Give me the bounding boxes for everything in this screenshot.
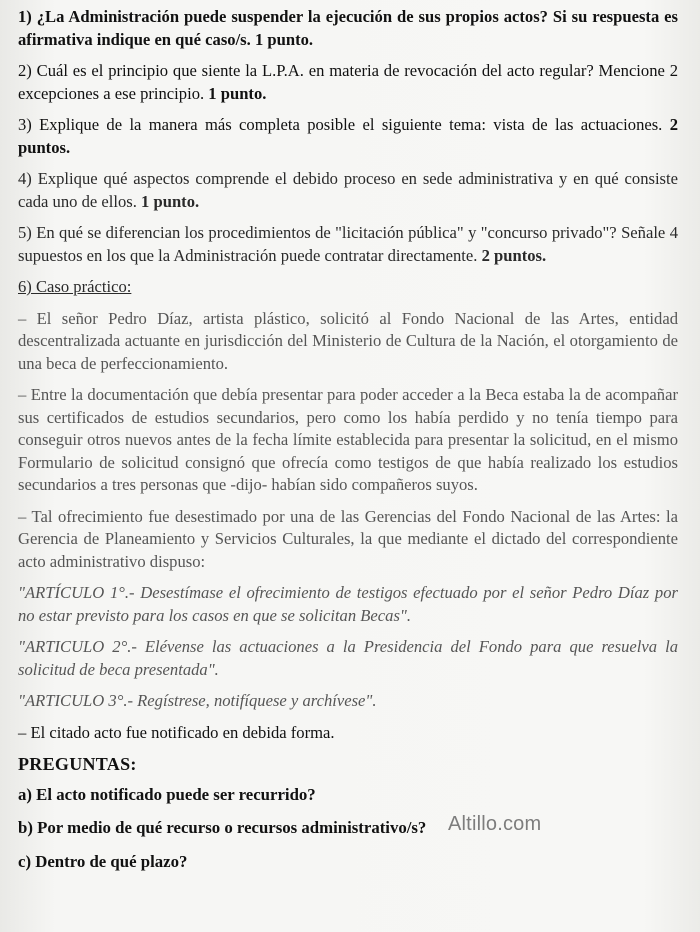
question-5-points: 2 puntos. [481, 245, 547, 265]
article-3: "ARTICULO 3°.- Regístrese, notifíquese y archívese". [18, 691, 377, 710]
question-5-text: 5) En qué se diferencian los procedimientos de "licitación pública" y "concurso privado"? Señale 4 supuestos en los que la Administración puede contratar directamente. [18, 223, 678, 265]
question-2-points: 1 punto. [208, 83, 267, 103]
watermark: Altillo.com [448, 813, 542, 835]
case-notified: – El citado acto fue notificado en debida forma. [18, 722, 335, 742]
case-label [18, 276, 678, 299]
case-paragraph-3: – Tal ofrecimiento fue desestimado por una de las Gerencias del Fondo Nacional de las Artes: la Gerencia de Planeamiento y Servicios Culturales, la que mediante el dictado del correspondiente acto administrativo dispuso: [18, 506, 678, 571]
pregunta-a: a) El acto notificado puede ser recurrido? [18, 784, 316, 804]
question-4 [18, 168, 678, 213]
question-1 [18, 6, 678, 51]
pregunta-b: b) Por medio de qué recurso o recursos administrativo/s? [18, 818, 427, 837]
article-1: "ARTÍCULO 1°.- Desestímase el ofrecimiento de testigos efectuado por el señor Pedro Díaz por no estar previsto para los casos en que se solicitan Becas". [18, 583, 678, 625]
preguntas-heading: PREGUNTAS: [18, 754, 137, 774]
question-3 [18, 114, 678, 159]
pregunta-c: c) Dentro de qué plazo? [18, 851, 188, 871]
question-2 [18, 60, 678, 105]
question-3-text: 3) Explique de la manera más completa posible el siguiente tema: vista de las actuaciones. [18, 115, 663, 134]
article-2: "ARTICULO 2°.- Elévense las actuaciones a la Presidencia del Fondo para que resuelva la solicitud de beca presentada". [18, 637, 678, 679]
question-3-points: 2 puntos. [18, 115, 678, 157]
case-label-text: 6) Caso práctico: [18, 277, 132, 296]
question-4-points: 1 punto. [141, 191, 200, 211]
case-paragraph-2: – Entre la documentación que debía presentar para poder acceder a la Beca estaba la de acompañar sus certificados de estudios secundarios, pero como los había perdido y no tenía tiempo para conseguir otros nuevos antes de la fecha límite establecida para presentar la solicitud, en el mismo Formulario de solicitud consignó que ofrecía como testigos de que había realizado los estudios secundarios a tres personas que -dijo- habían sido compañeros suyos. [18, 385, 678, 494]
question-2-text: 2) Cuál es el principio que siente la L.P.A. en materia de revocación del acto regular? Mencione 2 excepciones a ese principio. [18, 61, 678, 103]
question-1-points: 1 punto. [254, 29, 314, 49]
question-4-text: 4) Explique qué aspectos comprende el debido proceso en sede administrativa y en qué consiste cada uno de ellos. [18, 169, 678, 211]
question-5 [18, 222, 678, 267]
case-paragraph-1: – El señor Pedro Díaz, artista plástico, solicitó al Fondo Nacional de las Artes, entidad descentralizada actuante en jurisdicción del Ministerio de Cultura de la Nación, el otorgamiento de una beca de perfeccionamiento. [18, 308, 678, 373]
question-1-text: 1) ¿La Administración puede suspender la ejecución de sus propios actos? Si su respuesta es afirmativa indique en qué caso/s. [18, 7, 678, 49]
